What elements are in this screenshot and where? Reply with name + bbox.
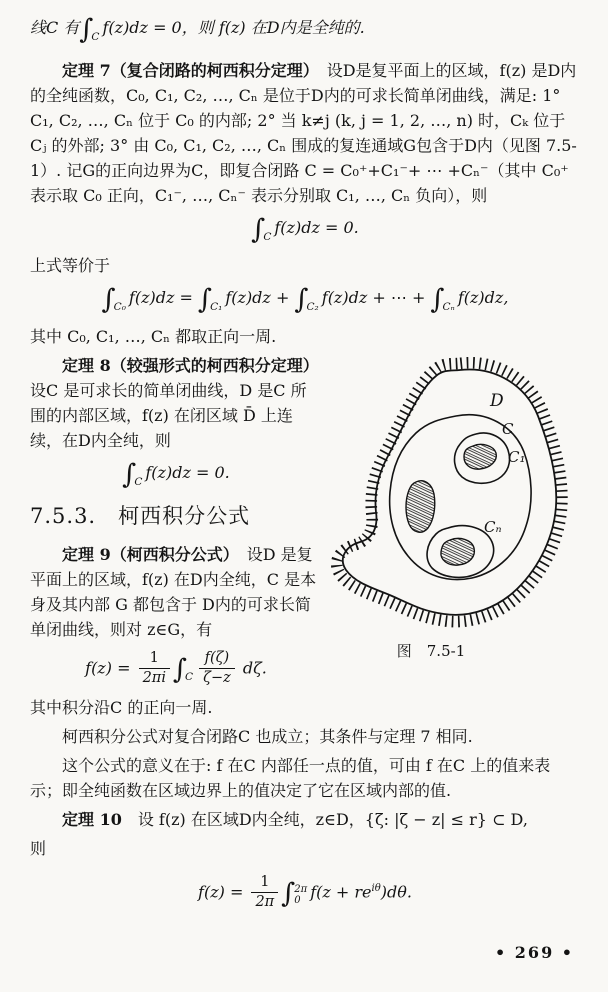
- fraction: [139, 650, 170, 688]
- integral-glyph: ∫: [122, 458, 137, 490]
- text-run: 线C 有: [30, 18, 80, 37]
- fraction-numerator: 1: [139, 650, 170, 669]
- integral-sign: [122, 458, 145, 490]
- fraction-numerator: 1: [251, 874, 278, 893]
- paragraph-equivalent: 上式等价于: [30, 256, 111, 276]
- equals-sign: =: [179, 288, 199, 308]
- formula-lhs: f(z) =: [198, 882, 249, 902]
- integral-glyph: ∫: [430, 284, 445, 316]
- theorem-7-body: 设D是复平面上的区域，f(z) 是D内的全纯函数，C₀, C₁, C₂, …, Cₙ 是位于D内的可求长简单闭曲线，满足: 1° C₁, C₂, …, Cₙ 位于 C₀ 的内部; 2° 当 k≠j (k, j = 1, 2, …, n) 时，Cₖ 位于 Cⱼ 的外部; 3° 由 C₀, C₁, C₂, …, Cₙ 围成的复连通域G包含于D内（见图 7.5-1）. 记G的正向边界为C，即复合闭路 C = C₀⁺+C₁⁻+ ⋯ +Cₙ⁻（其中 C₀⁺ 表示取 C₀ 正向，C₁⁻, …, Cₙ⁻ 表示分别取 C₁, …, Cₙ 负向），则: [30, 61, 577, 206]
- display-formula-sum: [30, 286, 580, 315]
- display-formula-cauchy: [30, 650, 322, 688]
- formula-body: f(z + re: [310, 882, 372, 902]
- theorem-7-heading: 定理 7（复合闭路的柯西积分定理）: [62, 61, 311, 81]
- integral-sign: [281, 878, 310, 910]
- theorem-8-heading: 定理 8（较强形式的柯西积分定理）: [62, 355, 319, 375]
- hole-inside-c1: [464, 444, 496, 469]
- formula-term: f(z)dz: [128, 288, 180, 308]
- integral-subscript: C₀: [113, 301, 126, 314]
- hole-left: [406, 480, 435, 531]
- integral-sign: [294, 284, 321, 316]
- figure-7-5-1: [328, 354, 580, 630]
- formula-term: f(z)dz,: [457, 288, 509, 308]
- formula-term: f(z)dz: [225, 288, 276, 308]
- theorem-7-paragraph: [30, 59, 580, 209]
- integral-sign: [198, 284, 225, 316]
- theorem-8-body: 设C 是可求长的简单闭曲线，D 是C 所围的内部区域，f(z) 在闭区域 D̄ 上连续，在D内全纯，则: [30, 380, 307, 450]
- display-formula-mean-value: [30, 874, 580, 912]
- text-run: f(z)dz = 0，则 f(z) 在D内是全纯的.: [102, 18, 365, 37]
- integral-glyph: ∫: [101, 284, 116, 316]
- theorem-8-paragraph: [30, 354, 322, 454]
- hole-inside-cn: [441, 538, 474, 565]
- formula-tail: dζ.: [237, 657, 267, 677]
- formula-body: f(z)dz = 0.: [274, 218, 359, 238]
- formula-body: f(z)dz = 0.: [145, 462, 230, 482]
- figure-block: [328, 354, 580, 663]
- page-number: • 269 •: [495, 943, 574, 963]
- theorem-9-heading: 定理 9（柯西积分公式）: [62, 544, 231, 564]
- theorem-9-paragraph: [30, 543, 322, 643]
- formula-term: f(z)dz: [321, 288, 373, 308]
- integral-subscript: C₂: [306, 301, 319, 314]
- fraction: [199, 650, 235, 688]
- integral-glyph: ∫: [281, 878, 296, 910]
- paragraph-orientation: 其中 C₀, C₁, …, Cₙ 都取正向一周.: [30, 326, 277, 346]
- theorem-10-body: 设 f(z) 在区域D内全纯，z∈D，{ζ: |ζ − z| ≤ r} ⊂ D,: [121, 810, 528, 830]
- paragraph-continuation: [30, 16, 580, 45]
- formula-tail: )dθ.: [380, 882, 412, 902]
- label-contour-c1: C₁: [508, 447, 526, 466]
- integral-glyph: ∫: [79, 14, 94, 45]
- integral-lower-limit: 0: [294, 894, 301, 906]
- integral-sign: [251, 214, 274, 246]
- integral-subscript: C: [134, 475, 143, 488]
- section-heading-753: 7.5.3. 柯西积分公式: [30, 503, 251, 528]
- left-column: [30, 354, 328, 697]
- domain-boundary-hatching: [337, 362, 562, 621]
- label-contour-c: C: [502, 419, 514, 438]
- paragraph-composite: 柯西积分公式对复合闭路C 也成立；其条件与定理 7 相同.: [62, 727, 473, 747]
- integral-sign: [79, 14, 102, 45]
- theorem-10-heading: 定理 10: [62, 810, 122, 830]
- fraction-denominator: ζ−z: [203, 669, 231, 686]
- display-formula-theorem8: [30, 458, 322, 490]
- domain-d-boundary: [343, 369, 556, 614]
- paragraph-along-c: 其中积分沿C 的正向一周.: [30, 698, 213, 718]
- label-contour-cn: Cₙ: [484, 517, 502, 536]
- paragraph-meaning: 这个公式的意义在于: f 在C 内部任一点的值，可由 f 在C 上的值来表示；即全纯函数在区域边界上的值决定了它在区域内部的值.: [30, 756, 551, 801]
- label-domain-d: D: [490, 390, 504, 411]
- integral-glyph: ∫: [251, 214, 266, 246]
- integral-sign: [101, 284, 129, 316]
- integral-sign: [430, 284, 457, 316]
- integral-subscript: C: [185, 670, 194, 683]
- integral-subscript: C: [263, 231, 272, 244]
- integral-sign: [172, 653, 196, 685]
- fraction: [251, 874, 278, 912]
- integral-subscript: Cₙ: [442, 301, 455, 314]
- integral-glyph: ∫: [198, 284, 213, 316]
- formula-lhs: f(z) =: [85, 657, 136, 677]
- integral-glyph: ∫: [172, 653, 188, 685]
- integral-subscript: C: [91, 31, 100, 43]
- plus-sign: +: [275, 288, 295, 308]
- exponent: iθ: [371, 883, 381, 895]
- integral-limits: [294, 885, 307, 906]
- integral-subscript: C₁: [210, 301, 223, 314]
- fraction-denominator: 2πi: [142, 669, 166, 686]
- integral-glyph: ∫: [294, 284, 309, 316]
- display-formula-closed-path: [30, 216, 580, 245]
- fraction-denominator: 2π: [255, 894, 275, 911]
- fraction-numerator: f(ζ): [199, 650, 235, 669]
- integral-upper-limit: 2π: [294, 884, 308, 896]
- paragraph-then: 则: [30, 839, 47, 859]
- two-column-block: [30, 354, 580, 697]
- theorem-10-paragraph: [30, 808, 580, 833]
- figure-caption: 图 7.5-1: [396, 641, 466, 660]
- plus-dots: + ⋯ +: [372, 288, 431, 308]
- theorem-9-body: 设D 是复平面上的区域，f(z) 在D内全纯，C 是本身及其内部 G 都包含于 D内的可求长简单闭曲线，则对 z∈G，有: [30, 544, 317, 639]
